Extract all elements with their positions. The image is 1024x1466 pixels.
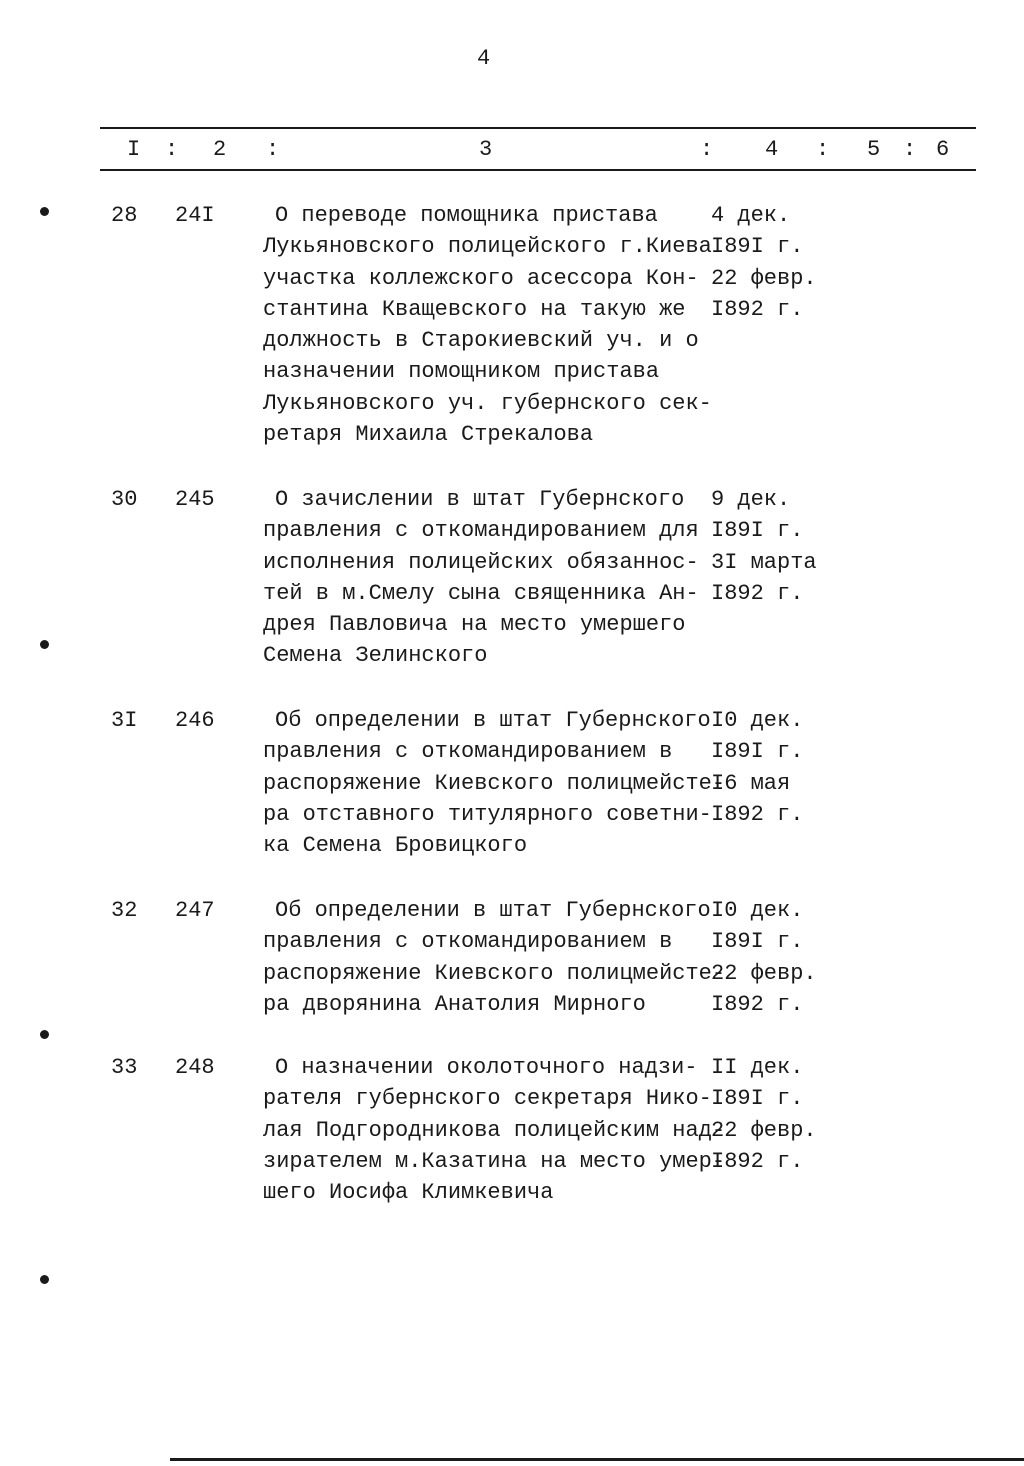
- header-col-4: 4: [765, 137, 779, 162]
- entry-date-line: 22 февр.: [711, 265, 817, 291]
- entry-date-line: I89I г.: [711, 739, 804, 765]
- header-col-2: 2: [213, 137, 227, 162]
- entry-text-line: правления с откомандированием в: [263, 929, 673, 955]
- entry-date-line: 3I марта: [711, 549, 817, 575]
- entry-number: 33: [111, 1055, 138, 1080]
- punch-hole-mark: [40, 1030, 49, 1039]
- entry-date-line: II дек.: [711, 1055, 804, 1080]
- entry-file-number: 247: [175, 898, 215, 923]
- entry-number: 3I: [111, 708, 138, 733]
- entry-text-line: правления с откомандированием для: [263, 518, 699, 544]
- entry-text-line: Об определении в штат Губернского: [275, 898, 711, 923]
- entry-text-line: тей в м.Смелу сына священника Ан-: [263, 580, 699, 606]
- entry-text-line: ра отставного титулярного советни-: [263, 801, 712, 827]
- entry-date-line: I892 г.: [711, 991, 804, 1017]
- entry-text-line: исполнения полицейских обязаннос-: [263, 549, 699, 575]
- entry-date-line: I0 дек.: [711, 898, 804, 923]
- entry-description: [263, 705, 726, 861]
- header-separator: :: [816, 137, 830, 162]
- entry-text-line: шего Иосифа Климкевича: [263, 1180, 554, 1206]
- entry-description: [263, 200, 712, 450]
- entry-text-line: участка коллежского асессора Кон-: [263, 265, 699, 291]
- entry-dates: [711, 1052, 831, 1177]
- entry-dates: [711, 705, 831, 830]
- entry-date-line: 22 февр.: [711, 1117, 817, 1143]
- entry-text-line: Лукьяновского полицейского г.Киева: [263, 234, 712, 260]
- entry-file-number: 24I: [175, 203, 215, 228]
- header-col-1: I: [127, 137, 141, 162]
- entry-text-line: назначении помощником пристава: [263, 359, 660, 385]
- entry-dates: [711, 895, 831, 1020]
- entry-dates: [711, 200, 831, 325]
- entry-text-line: дрея Павловича на место умершего: [263, 612, 686, 638]
- punch-hole-mark: [40, 207, 49, 216]
- entry-text-line: распоряжение Киевского полицмейсте-: [263, 770, 726, 796]
- entry-text-line: Лукьяновского уч. губернского сек-: [263, 390, 712, 416]
- entry-text-line: ретаря Михаила Стрекалова: [263, 422, 594, 448]
- header-col-6: 6: [936, 137, 950, 162]
- header-bottom-rule: [100, 169, 976, 171]
- page-number: 4: [477, 46, 491, 71]
- entry-text-line: должность в Старокиевский уч. и о: [263, 328, 699, 354]
- entry-text-line: О зачислении в штат Губернского: [275, 487, 685, 512]
- entry-number: 28: [111, 203, 138, 228]
- entry-text-line: ка Семена Бровицкого: [263, 833, 528, 859]
- entry-date-line: 4 дек.: [711, 203, 791, 228]
- entry-date-line: I89I г.: [711, 518, 804, 544]
- punch-hole-mark: [40, 640, 49, 649]
- entry-dates: [711, 484, 831, 609]
- entry-number: 32: [111, 898, 138, 923]
- entry-text-line: О назначении околоточного надзи-: [275, 1055, 698, 1080]
- entry-description: [263, 1052, 726, 1208]
- header-separator: :: [700, 137, 714, 162]
- header-top-rule: [100, 127, 976, 129]
- entry-description: [263, 895, 726, 1020]
- entry-text-line: О переводе помощника пристава: [275, 203, 658, 228]
- entry-text-line: рателя губернского секретаря Нико-: [263, 1086, 712, 1112]
- header-separator: :: [266, 137, 280, 162]
- entry-text-line: зирателем м.Казатина на место умер-: [263, 1148, 726, 1174]
- entry-date-line: I892 г.: [711, 296, 804, 322]
- entry-text-line: стантина Кващевского на такую же: [263, 296, 686, 322]
- entry-text-line: лая Подгородникова полицейским над-: [263, 1117, 726, 1143]
- entry-date-line: I89I г.: [711, 929, 804, 955]
- entry-date-line: I892 г.: [711, 580, 804, 606]
- header-col-5: 5: [867, 137, 881, 162]
- header-col-3: 3: [479, 137, 493, 162]
- punch-hole-mark: [40, 1275, 49, 1284]
- entry-description: [263, 484, 708, 672]
- entry-text-line: ра дворянина Анатолия Мирного: [263, 991, 646, 1017]
- entry-date-line: I89I г.: [711, 1086, 804, 1112]
- entry-date-line: I892 г.: [711, 1148, 804, 1174]
- page-bottom-edge: [170, 1458, 1024, 1461]
- entry-date-line: I892 г.: [711, 801, 804, 827]
- entry-text-line: правления с откомандированием в: [263, 739, 673, 765]
- entry-date-line: 22 февр.: [711, 960, 817, 986]
- entry-text-line: распоряжение Киевского полицмейсте-: [263, 960, 726, 986]
- entry-file-number: 246: [175, 708, 215, 733]
- entry-file-number: 245: [175, 487, 215, 512]
- header-separator: :: [165, 137, 179, 162]
- entry-date-line: I0 дек.: [711, 708, 804, 733]
- entry-date-line: I89I г.: [711, 234, 804, 260]
- entry-file-number: 248: [175, 1055, 215, 1080]
- entry-text-line: Семена Зелинского: [263, 643, 488, 669]
- entry-text-line: Об определении в штат Губернского: [275, 708, 711, 733]
- entry-date-line: 9 дек.: [711, 487, 791, 512]
- entry-date-line: I6 мая: [711, 770, 791, 796]
- entry-number: 30: [111, 487, 138, 512]
- header-separator: :: [903, 137, 917, 162]
